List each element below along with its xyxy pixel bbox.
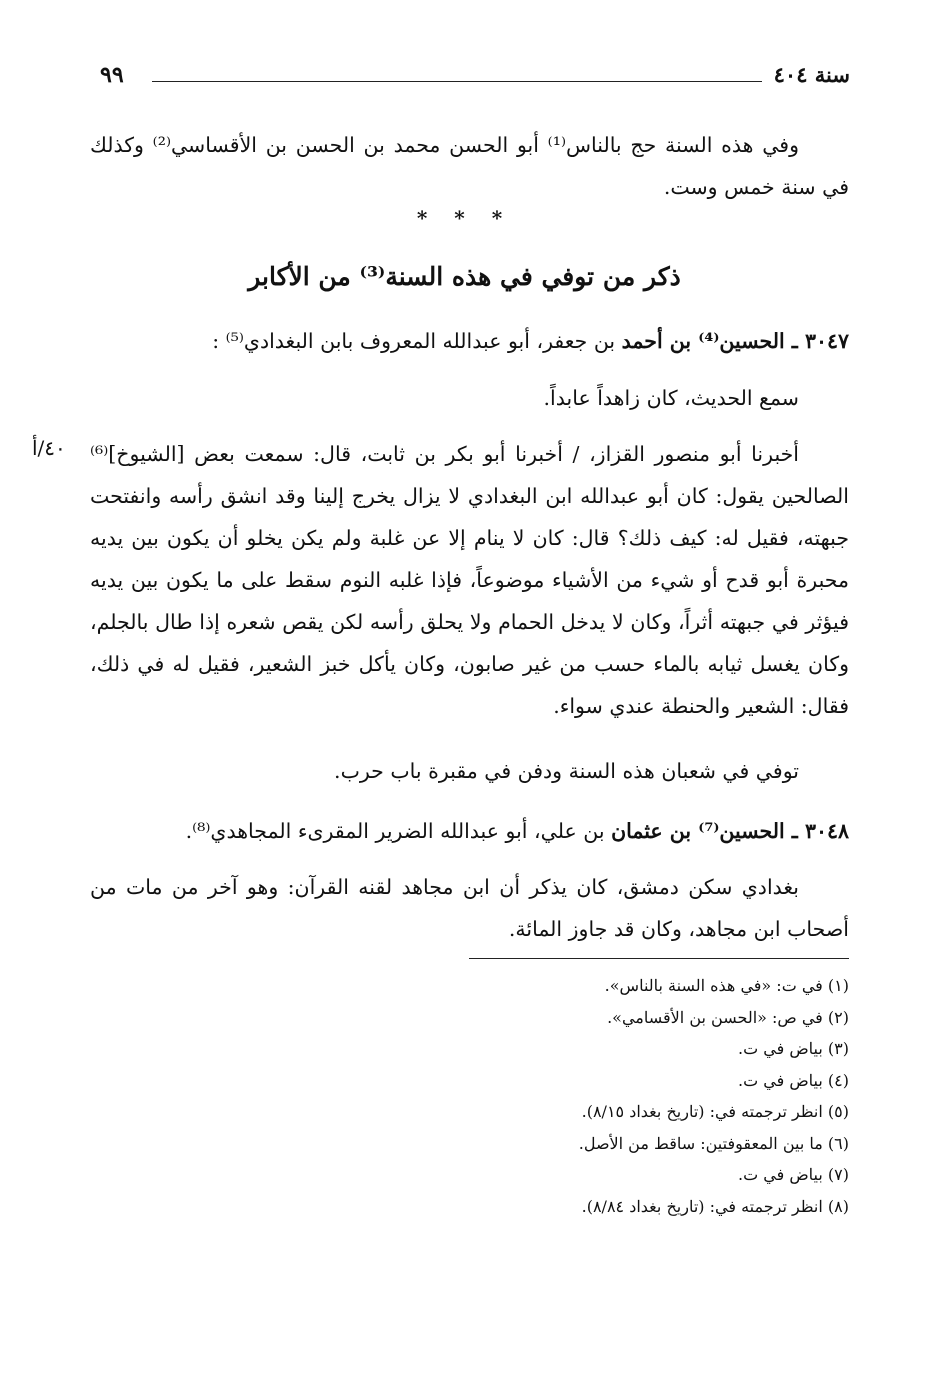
biography-entry-3048 xyxy=(90,810,849,852)
footnote: (٤) بياض في ت. xyxy=(738,1070,849,1090)
paragraph-hadith: سمع الحديث، كان زاهداً عابداً. xyxy=(543,386,799,410)
entry-name: ٣٠٤٧ ـ الحسين⁽⁴⁾ بن أحمد xyxy=(621,329,849,353)
page-number: ٩٩ xyxy=(100,62,124,88)
section-heading: ذكر من توفي في هذه السنة⁽³⁾ من الأكابر xyxy=(248,262,681,291)
footnote: (٥) انظر ترجمته في: (تاريخ بغداد ٨/١٥). xyxy=(581,1102,849,1121)
entry-rest: بن علي، أبو عبدالله الضرير المقرىء المجاهدي⁽⁸⁾. xyxy=(185,819,612,843)
paragraph-baghdadi-text: بغدادي سكن دمشق، كان يذكر أن ابن مجاهد لقنه القرآن: وهو آخر من مات من أصحاب ابن مجاهد، وكان قد جاوز المائة. xyxy=(90,875,849,941)
year-label: سنة ٤٠٤ xyxy=(773,62,850,87)
paragraph-death: توفي في شعبان هذه السنة ودفن في مقبرة باب حرب. xyxy=(334,759,799,783)
footnote: (٦) ما بين المعقوفتين: ساقط من الأصل. xyxy=(578,1133,849,1153)
footnote: (٢) في ص: «الحسن بن الأقسامي». xyxy=(607,1007,849,1027)
footnotes xyxy=(349,970,849,1222)
footnote: (٨) انظر ترجمته في: (تاريخ بغداد ٨/٨٤). xyxy=(581,1196,849,1216)
manuscript-folio-ref: ٤٠/أ xyxy=(32,436,66,460)
paragraph-narration xyxy=(90,433,849,727)
paragraph-hajj-text: وفي هذه السنة حج بالناس⁽¹⁾ أبو الحسن محمد بن الحسن بن الأقساسي⁽²⁾ وكذلك في سنة خمس وست. xyxy=(90,133,849,199)
footnote: (٧) بياض في ت. xyxy=(738,1165,849,1184)
footnote: (١) في ت: «في هذه السنة بالناس». xyxy=(604,976,849,995)
footnote: (٣) بياض في ت. xyxy=(738,1039,849,1058)
running-header xyxy=(100,62,850,96)
footnote-rule xyxy=(469,958,849,959)
paragraph-narration-text: أخبرنا أبو منصور القزاز، / أخبرنا أبو بكر بن ثابت، قال: سمعت بعض [الشيوخ]⁽⁶⁾ الصالحين يقول: كان أبو عبدالله ابن البغدادي لا يزال يخرج إلينا وقد انشق رأسه وانفتحت جبهته، فقيل له: كيف ذلك؟ قال: كان لا ينام إلا عن غلبة ولم يكن يخلو أن يكون بين يديه محبرة أبو قدح أو شيء من الأشياء موضوعاً، فإذا غلبه النوم سقط على ما يكون بين يديه فيؤثر في جبهته أثراً، وكان لا يدخل الحمام ولا يحلق رأسه لكن يقص شعره إذا طال بالجلم، وكان يغسل ثيابه بالماء حسب من غير صابون، وكان يأكل خبز الشعير، فقيل له في ذلك، فقال: الشعير والحنطة عندي سواء. xyxy=(90,442,849,718)
paragraph-baghdadi xyxy=(90,866,849,950)
entry-rest: بن جعفر، أبو عبدالله المعروف بابن البغدادي⁽⁵⁾ : xyxy=(212,329,622,353)
paragraph-hajj xyxy=(90,124,849,208)
header-rule xyxy=(152,81,762,82)
biography-entry-3047 xyxy=(90,320,849,362)
section-separator: * * * xyxy=(416,206,513,230)
entry-name: ٣٠٤٨ ـ الحسين⁽⁷⁾ بن عثمان xyxy=(611,819,849,843)
